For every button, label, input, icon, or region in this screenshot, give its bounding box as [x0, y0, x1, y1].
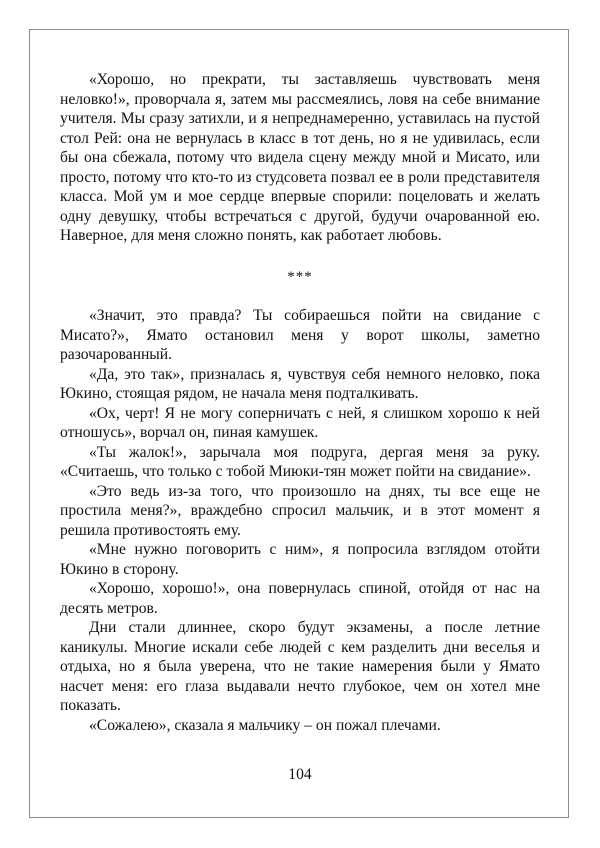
paragraph: «Да, это так», призналась я, чувствуя себя немного неловко, пока Юкино, стоящая рядом, не начала меня подталкивать. [60, 365, 540, 402]
text-block-after-separator [60, 306, 540, 735]
section-separator: *** [287, 269, 313, 285]
paragraph: «Ты жалок!», зарычала моя подруга, дергая меня за руку. «Считаешь, что только с тобой Миюки-тян может пойти на свидание». [60, 443, 540, 480]
paragraph: «Мне нужно поговорить с ним», я попросила взглядом отойти Юкино в сторону. [60, 541, 540, 578]
paragraph: Дни стали длиннее, скоро будут экзамены, а после летние каникулы. Многие искали себе людей с кем разделить дни веселья и отдыха, но я была уверена, что не такие намерения были у Ямато насчет меня: его глаза выдавали нечто глубокое, чем он хотел мне показать. [60, 619, 540, 714]
paragraph: «Сожалею», сказала я мальчику – он пожал плечами. [89, 716, 441, 734]
paragraph: «Ох, черт! Я не могу соперничать с ней, я слишком хорошо к ней отношусь», ворчал он, пиная камушек. [60, 404, 540, 441]
paragraph: «Хорошо, но прекрати, ты заставляешь чувствовать меня неловко!», проворчала я, затем мы рассмеялись, ловя на себе внимание учителя. Мы сразу затихли, и я непреднамеренно, уставилась на пустой стол Рей: она не вернулась в класс в тот день, но я не удивилась, если бы она сбежала, потому что видела сцену между мной и Мисато, или просто, потому что кто-то из студсовета позвал ее в роли представителя класса. Мой ум и мое сердце впервые спорили: поцеловать и желать одну девушку, чтобы встречаться с другой, будучи очарованной ею. Наверное, для меня сложно понять, как работает любовь. [60, 71, 540, 244]
text-block-before-separator [60, 70, 540, 246]
paragraph: «Значит, это правда? Ты собираешься пойти на свидание с Мисато?», Ямато остановил меня у ворот школы, заметно разочарованный. [60, 307, 540, 363]
page-number: 104 [288, 766, 312, 783]
paragraph: «Хорошо, хорошо!», она повернулась спиной, отойдя от нас на десять метров. [60, 580, 540, 617]
paragraph: «Это ведь из-за того, что произошло на днях, ты все еще не простила меня?», враждебно спросил мальчик, и в этот момент я решила противостоять ему. [60, 482, 540, 539]
